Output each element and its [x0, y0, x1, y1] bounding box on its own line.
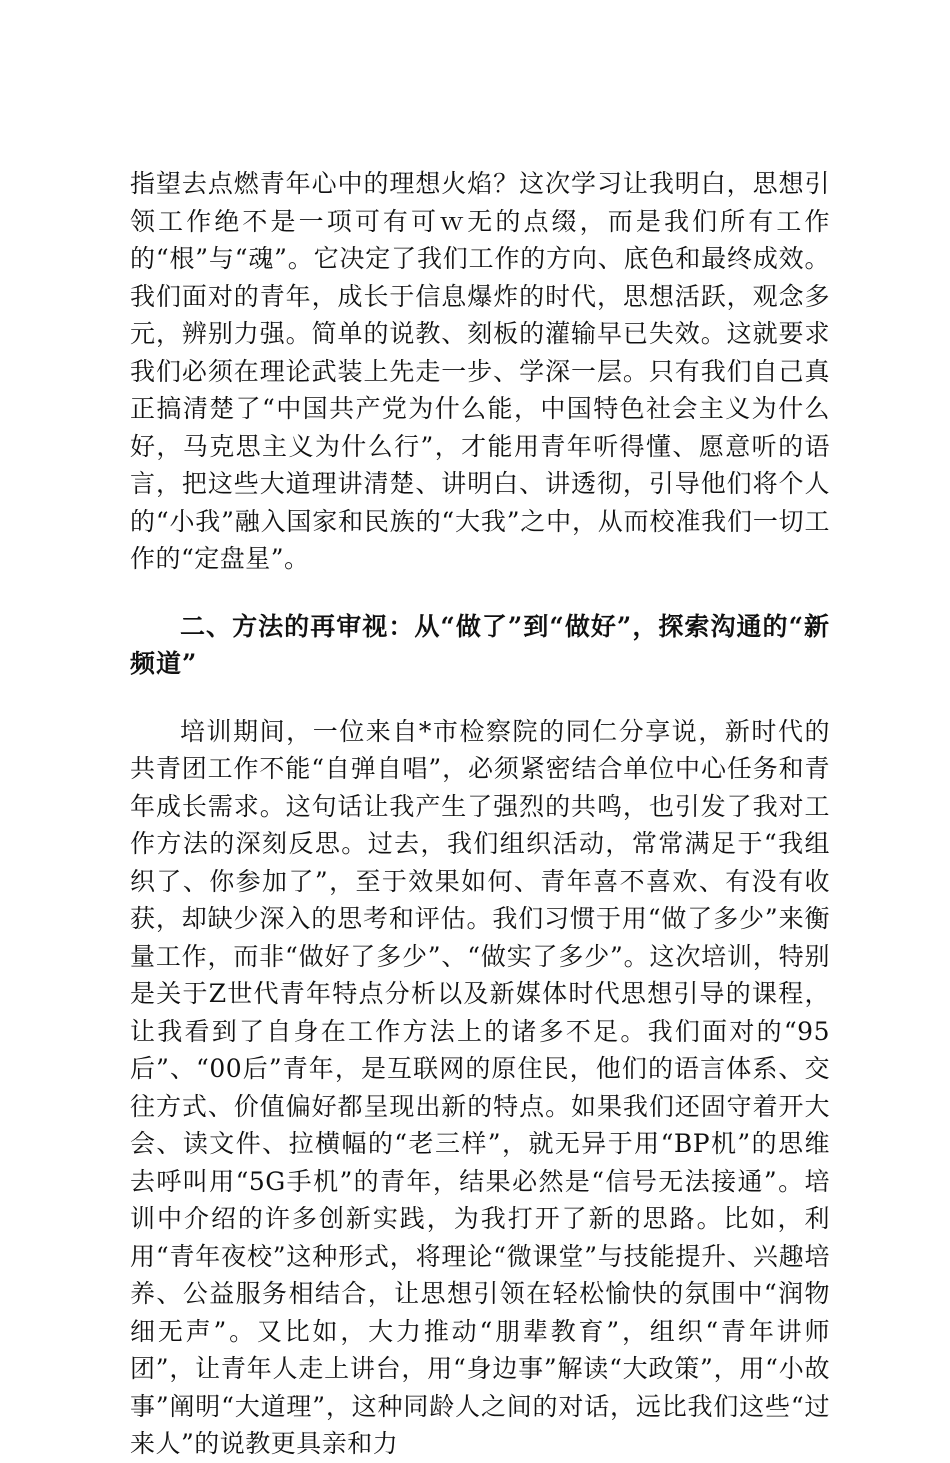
body-paragraph-1: 指望去点燃青年心中的理想火焰？这次学习让我明白，思想引领工作绝不是一项可有可ｗ无的点缀，而是我们所有工作的“根”与“魂”。它决定了我们工作的方向、底色和最终成效。我们面对的青年，成长于信息爆炸的时代，思想活跃，观念多元，辨别力强。简单的说教、刻板的灌输早已失效。这就要求我们必须在理论武装上先走一步、学深一层。只有我们自己真正搞清楚了“中国共产党为什么能，中国特色社会主义为什么好，马克思主义为什么行”，才能用青年听得懂、愿意听的语言，把这些大道理讲清楚、讲明白、讲透彻，引导他们将个人的“小我”融入国家和民族的“大我”之中，从而校准我们一切工作的“定盘星”。: [130, 169, 830, 573]
body-paragraph-2: 培训期间，一位来自*市检察院的同仁分享说，新时代的共青团工作不能“自弹自唱”，必须紧密结合单位中心任务和青年成长需求。这句话让我产生了强烈的共鸣，也引发了我对工作方法的深刻反思。过去，我们组织活动，常常满足于“我组织了、你参加了”，至于效果如何、青年喜不喜欢、有没有收获，却缺少深入的思考和评估。我们习惯于用“做了多少”来衡量工作，而非“做好了多少”、“做实了多少”。这次培训，特别是关于Z世代青年特点分析以及新媒体时代思想引导的课程，让我看到了自身在工作方法上的诸多不足。我们面对的“95后”、“00后”青年，是互联网的原住民，他们的语言体系、交往方式、价值偏好都呈现出新的特点。如果我们还固守着开大会、读文件、拉横幅的“老三样”，就无异于用“BP机”的思维去呼叫用“5G手机”的青年，结果必然是“信号无法接通”。培训中介绍的许多创新实践，为我打开了新的思路。比如，利用“青年夜校”这种形式，将理论“微课堂”与技能提升、兴趣培养、公益服务相结合，让思想引领在轻松愉快的氛围中“润物细无声”。又比如，大力推动“朋辈教育”，组织“青年讲师团”，让青年人走上讲台，用“身边事”解读“大政策”，用“小故事”阐明“大道理”，这种同龄人之间的对话，远比我们这些“过来人”的说教更具亲和力: [130, 716, 830, 1458]
section-heading-2: 二、方法的再审视：从“做了”到“做好”，探索沟通的“新频道”: [130, 611, 830, 678]
document-body: [130, 165, 830, 1463]
